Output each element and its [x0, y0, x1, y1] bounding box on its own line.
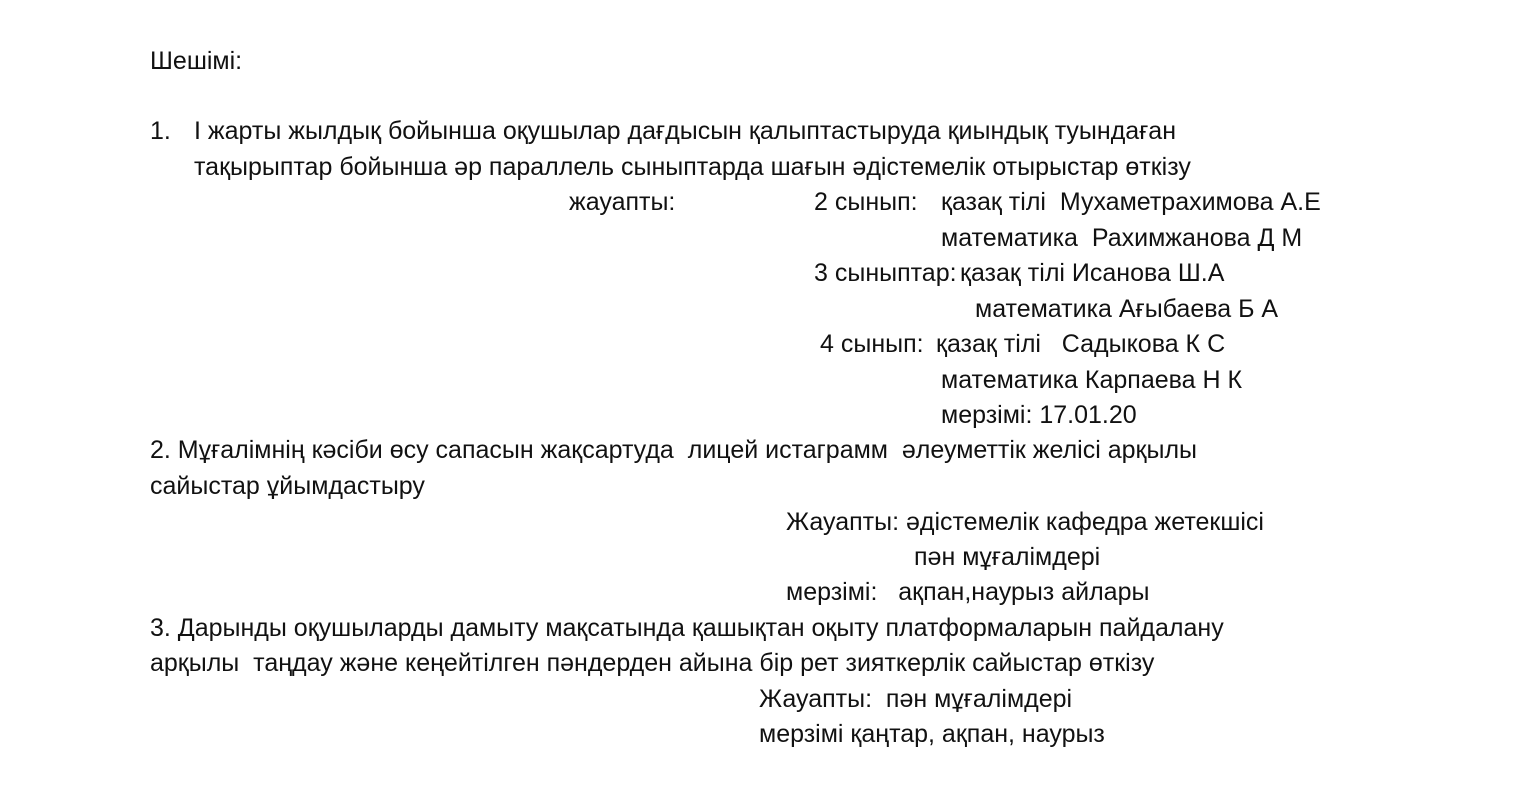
item1-grade2-math: математика Рахимжанова Д М	[941, 224, 1303, 252]
item2-responsible-line2: пән мұғалімдері	[914, 543, 1101, 571]
item1-responsible-label: жауапты:	[569, 188, 676, 216]
item1-grade3-math: математика Ағыбаева Б А	[975, 295, 1279, 323]
item2-responsible-line1: Жауапты: әдістемелік кафедра жетекшісі	[786, 508, 1264, 536]
item1-number: 1.	[150, 117, 171, 145]
item3-text-line2: арқылы таңдау және кеңейтілген пәндерден айына бір рет зияткерлік сайыстар өткізу	[150, 649, 1155, 677]
item2-text-line1: 2. Мұғалімнің кәсіби өсу сапасын жақсартуда лицей истаграмм әлеуметтік желісі арқылы	[150, 436, 1198, 464]
item2-deadline: мерзімі: ақпан,наурыз айлары	[786, 578, 1150, 606]
decision-heading: Шешімі:	[150, 47, 243, 75]
item1-grade3-kazakh: қазақ тілі Исанова Ш.А	[960, 259, 1225, 287]
item1-text-line1: І жарты жылдық бойынша оқушылар дағдысын қалыптастыруда қиындық туындаған	[194, 117, 1177, 145]
item1-deadline: мерзімі: 17.01.20	[941, 401, 1137, 429]
item1-text-line2: тақырыптар бойынша әр параллель сыныптарда шағын әдістемелік отырыстар өткізу	[194, 153, 1191, 181]
item1-grade4-kazakh: қазақ тілі Садыкова К С	[936, 330, 1226, 358]
item1-grade2-kazakh: қазақ тілі Мухаметрахимова А.Е	[941, 188, 1321, 216]
item1-grade2-label: 2 сынып:	[814, 188, 918, 216]
item3-text-line1: 3. Дарынды оқушыларды дамыту мақсатында қашықтан оқыту платформаларын пайдалану	[150, 614, 1224, 642]
item1-grade4-label: 4 сынып:	[820, 330, 924, 358]
item3-responsible: Жауапты: пән мұғалімдері	[759, 685, 1073, 713]
item2-text-line2: сайыстар ұйымдастыру	[150, 472, 425, 500]
item1-grade3-label: 3 сыныптар:	[814, 259, 957, 287]
item1-grade4-math: математика Карпаева Н К	[941, 366, 1243, 394]
item3-deadline: мерзімі қаңтар, ақпан, наурыз	[759, 720, 1105, 748]
